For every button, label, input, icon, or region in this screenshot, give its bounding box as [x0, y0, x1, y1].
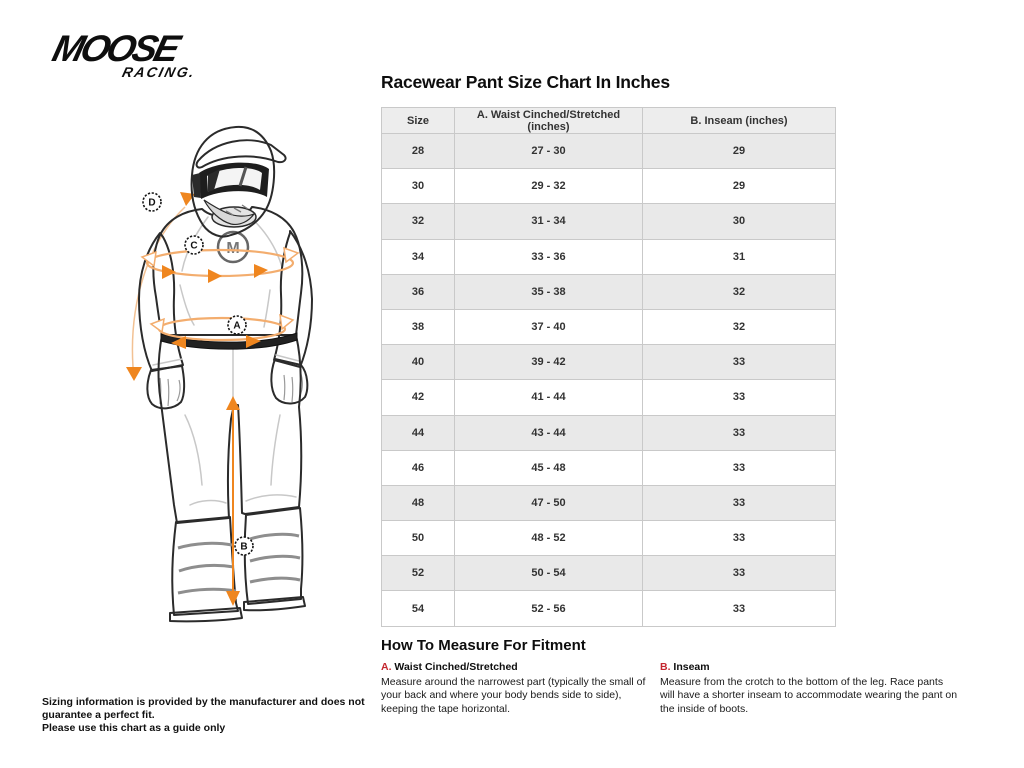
marker-inseam — [235, 537, 253, 555]
table-cell: 46 — [382, 450, 455, 485]
table-cell: 40 — [382, 345, 455, 380]
table-cell: 54 — [382, 591, 455, 626]
table-cell: 27 - 30 — [455, 134, 643, 169]
arrow-right-icon — [254, 264, 268, 278]
arrow-up-icon — [226, 396, 240, 410]
svg-text:D: D — [148, 197, 156, 209]
table-cell: 33 — [643, 345, 836, 380]
table-cell: 30 — [382, 169, 455, 204]
logo-racing-text: RACING. — [120, 64, 198, 80]
svg-text:M: M — [226, 240, 240, 257]
moose-racing-logo — [46, 30, 208, 80]
table-cell: 33 - 36 — [455, 239, 643, 274]
table-row — [382, 450, 836, 485]
measure-item-waist-label — [381, 661, 649, 675]
table-cell: 33 — [643, 521, 836, 556]
table-cell: 48 - 52 — [455, 521, 643, 556]
table-row — [382, 485, 836, 520]
col-header-waist: A. Waist Cinched/Stretched (inches) — [455, 108, 643, 134]
arrow-right-icon — [280, 315, 293, 329]
marker-shoulder — [143, 193, 161, 211]
col-header-size: Size — [382, 108, 455, 134]
table-cell: 48 — [382, 485, 455, 520]
table-cell: 33 — [643, 415, 836, 450]
table-cell: 36 — [382, 274, 455, 309]
table-cell: 47 - 50 — [455, 485, 643, 520]
table-row — [382, 309, 836, 344]
arrow-left-icon — [151, 319, 164, 332]
measure-body-waist: Measure around the narrowest part (typically the small of your back and where your body bends side to side), keeping the tape horizontal. — [381, 675, 646, 715]
table-cell: 38 — [382, 309, 455, 344]
logo-moose-text: MOOSE — [48, 28, 182, 69]
table-row — [382, 591, 836, 626]
table-cell: 31 - 34 — [455, 204, 643, 239]
table-cell: 33 — [643, 556, 836, 591]
table-row — [382, 521, 836, 556]
measure-letter-b: B. — [660, 661, 671, 673]
measure-letter-a: A. — [381, 661, 392, 673]
table-cell: 32 — [643, 309, 836, 344]
page-title: Racewear Pant Size Chart In Inches — [381, 72, 670, 92]
table-row — [382, 169, 836, 204]
disclaimer-line-2: Please use this chart as a guide only — [42, 722, 226, 734]
table-cell: 39 - 42 — [455, 345, 643, 380]
table-cell: 50 — [382, 521, 455, 556]
table-header-row — [382, 108, 836, 134]
svg-text:A: A — [233, 320, 241, 332]
how-to-measure-heading: How To Measure For Fitment — [381, 637, 586, 654]
table-cell: 52 — [382, 556, 455, 591]
table-row — [382, 345, 836, 380]
table-row — [382, 134, 836, 169]
table-cell: 52 - 56 — [455, 591, 643, 626]
measure-item-inseam-label — [660, 661, 960, 675]
col-header-inseam: B. Inseam (inches) — [643, 108, 836, 134]
table-cell: 42 — [382, 380, 455, 415]
table-cell: 37 - 40 — [455, 309, 643, 344]
measure-title-inseam: Inseam — [673, 661, 710, 673]
size-chart-table — [381, 107, 836, 627]
table-row — [382, 204, 836, 239]
table-cell: 41 - 44 — [455, 380, 643, 415]
table-cell: 33 — [643, 485, 836, 520]
table-cell: 43 - 44 — [455, 415, 643, 450]
table-row — [382, 556, 836, 591]
table-row — [382, 415, 836, 450]
svg-text:C: C — [190, 240, 198, 252]
arrow-right-icon — [208, 269, 222, 283]
measure-item-waist — [381, 661, 649, 716]
table-cell: 32 — [643, 274, 836, 309]
table-cell: 35 - 38 — [455, 274, 643, 309]
size-table-body — [382, 134, 836, 627]
table-cell: 33 — [643, 591, 836, 626]
table-cell: 33 — [643, 450, 836, 485]
measure-item-inseam — [660, 661, 960, 716]
table-cell: 30 — [643, 204, 836, 239]
table-cell: 32 — [382, 204, 455, 239]
table-row — [382, 380, 836, 415]
rider-measurement-diagram — [50, 105, 350, 640]
measure-title-waist: Waist Cinched/Stretched — [394, 661, 518, 673]
table-cell: 50 - 54 — [455, 556, 643, 591]
table-cell: 29 - 32 — [455, 169, 643, 204]
table-cell: 31 — [643, 239, 836, 274]
table-cell: 29 — [643, 169, 836, 204]
table-cell: 34 — [382, 239, 455, 274]
marker-waist — [228, 316, 246, 334]
table-cell: 33 — [643, 380, 836, 415]
table-cell: 28 — [382, 134, 455, 169]
table-row — [382, 274, 836, 309]
table-cell: 45 - 48 — [455, 450, 643, 485]
svg-text:B: B — [240, 541, 248, 553]
table-cell: 29 — [643, 134, 836, 169]
arrow-down-icon — [126, 367, 142, 381]
table-cell: 44 — [382, 415, 455, 450]
disclaimer — [42, 696, 382, 735]
marker-chest — [185, 236, 203, 254]
table-row — [382, 239, 836, 274]
disclaimer-line-1: Sizing information is provided by the manufacturer and does not guarantee a perfect fit. — [42, 696, 365, 721]
arrow-down-icon — [226, 591, 240, 606]
rider-gloves — [147, 359, 307, 408]
measure-body-inseam: Measure from the crotch to the bottom of the leg. Race pants will have a shorter inseam to accommodate wearing the pant on the inside of boots. — [660, 675, 958, 715]
rider-boots — [170, 508, 305, 621]
